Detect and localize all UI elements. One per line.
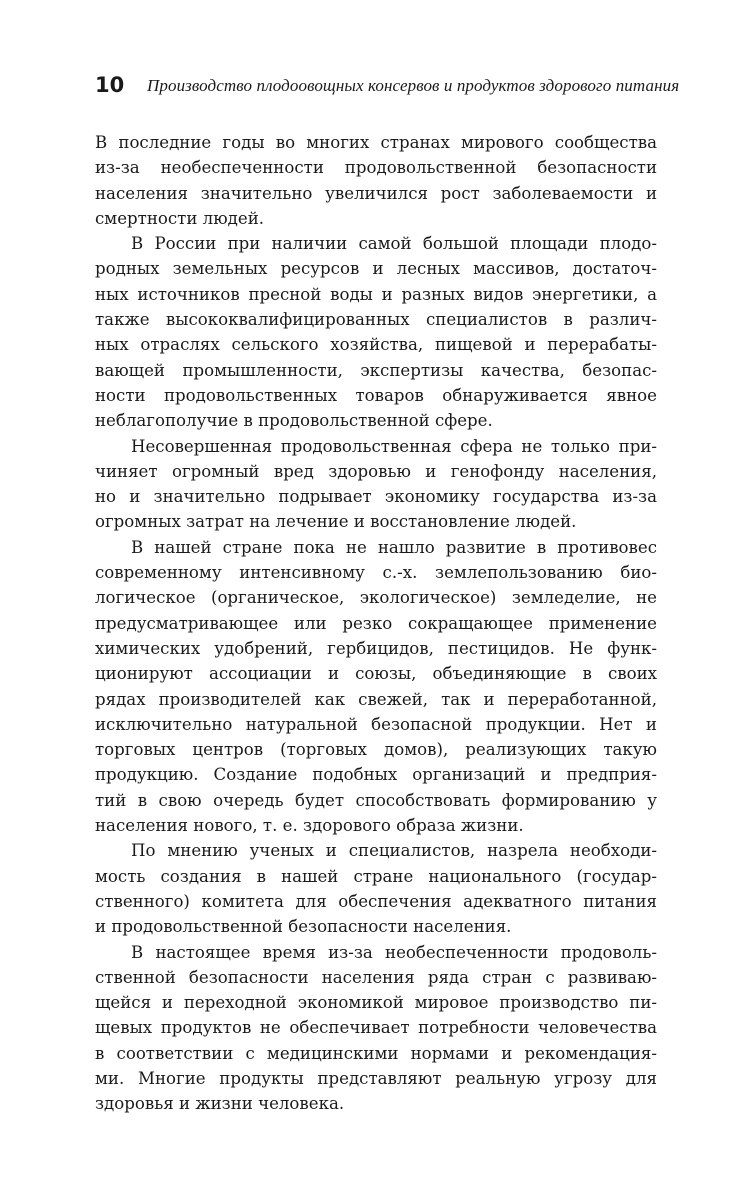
text-line: предусматривающее или резко сокращающее применение: [95, 613, 657, 633]
text-line: тий в свою очередь будет способствовать формированию у: [95, 790, 657, 810]
paragraph: [95, 535, 657, 839]
text-line: огромных затрат на лечение и восстановление людей.: [95, 512, 577, 532]
text-line: продукцию. Создание подобных организаций и предприя-: [95, 765, 657, 785]
page-number: 10: [95, 73, 125, 97]
text-line: и продовольственной безопасности населения.: [95, 917, 512, 937]
text-line: чиняет огромный вред здоровью и генофонду населения,: [95, 461, 657, 481]
paragraph: [95, 434, 657, 535]
text-line: ности продовольственных товаров обнаруживается явное: [95, 385, 657, 405]
text-line: но и значительно подрывает экономику государства из-за: [95, 487, 657, 507]
text-line: торговых центров (торговых домов), реализующих такую: [95, 740, 657, 760]
text-line: населения значительно увеличился рост заболеваемости и: [95, 183, 657, 203]
text-line: В России при наличии самой большой площади плодо-: [131, 234, 657, 254]
text-line: ми. Многие продукты представляют реальную угрозу для: [95, 1068, 657, 1088]
paragraph: [95, 130, 657, 231]
text-line: мость создания в нашей стране национального (государ-: [95, 866, 657, 886]
text-line: из-за необеспеченности продовольственной безопасности: [95, 158, 657, 178]
text-line: химических удобрений, гербицидов, пестицидов. Не функ-: [95, 638, 657, 658]
text-line: неблагополучие в продовольственной сфере.: [95, 411, 493, 431]
text-line: ных источников пресной воды и разных видов энергетики, а: [95, 284, 657, 304]
text-line: ственного) комитета для обеспечения адекватного питания: [95, 891, 657, 911]
text-line: ных отраслях сельского хозяйства, пищевой и перерабаты-: [95, 335, 657, 355]
paragraph: [95, 838, 657, 939]
paragraph: [95, 940, 657, 1117]
text-line: По мнению ученых и специалистов, назрела необходи-: [131, 841, 657, 861]
text-line: смертности людей.: [95, 208, 265, 228]
text-line: щевых продуктов не обеспечивает потребности человечества: [95, 1018, 657, 1038]
text-line: в соответствии с медицинскими нормами и рекомендация-: [95, 1043, 657, 1063]
text-line: логическое (органическое, экологическое) земледелие, не: [95, 588, 657, 608]
text-line: современному интенсивному с.-х. землепользованию био-: [95, 563, 657, 583]
text-line: щейся и переходной экономикой мировое производство пи-: [95, 993, 657, 1013]
text-line: ственной безопасности населения ряда стран с развиваю-: [95, 967, 657, 987]
text-line: рядах производителей как свежей, так и переработанной,: [95, 689, 657, 709]
text-line: В настоящее время из-за необеспеченности продоволь-: [131, 942, 657, 962]
page-header: [95, 72, 685, 100]
running-title: Производство плодоовощных консервов и продуктов здорового питания: [147, 76, 680, 95]
text-line: населения нового, т. е. здорового образа жизни.: [95, 816, 524, 836]
text-line: также высококвалифицированных специалистов в различ-: [95, 310, 657, 330]
text-line: Несовершенная продовольственная сфера не только при-: [131, 436, 657, 456]
body-text: [95, 130, 657, 1117]
paragraph: [95, 231, 657, 433]
text-line: здоровья и жизни человека.: [95, 1094, 345, 1114]
text-line: исключительно натуральной безопасной продукции. Нет и: [95, 714, 657, 734]
text-line: вающей промышленности, экспертизы качества, безопас-: [95, 360, 657, 380]
text-line: ционируют ассоциации и союзы, объединяющие в своих: [95, 664, 657, 684]
text-line: В последние годы во многих странах мирового сообщества: [95, 133, 657, 152]
text-line: родных земельных ресурсов и лесных массивов, достаточ-: [95, 259, 657, 279]
text-line: В нашей стране пока не нашло развитие в противовес: [131, 537, 657, 557]
